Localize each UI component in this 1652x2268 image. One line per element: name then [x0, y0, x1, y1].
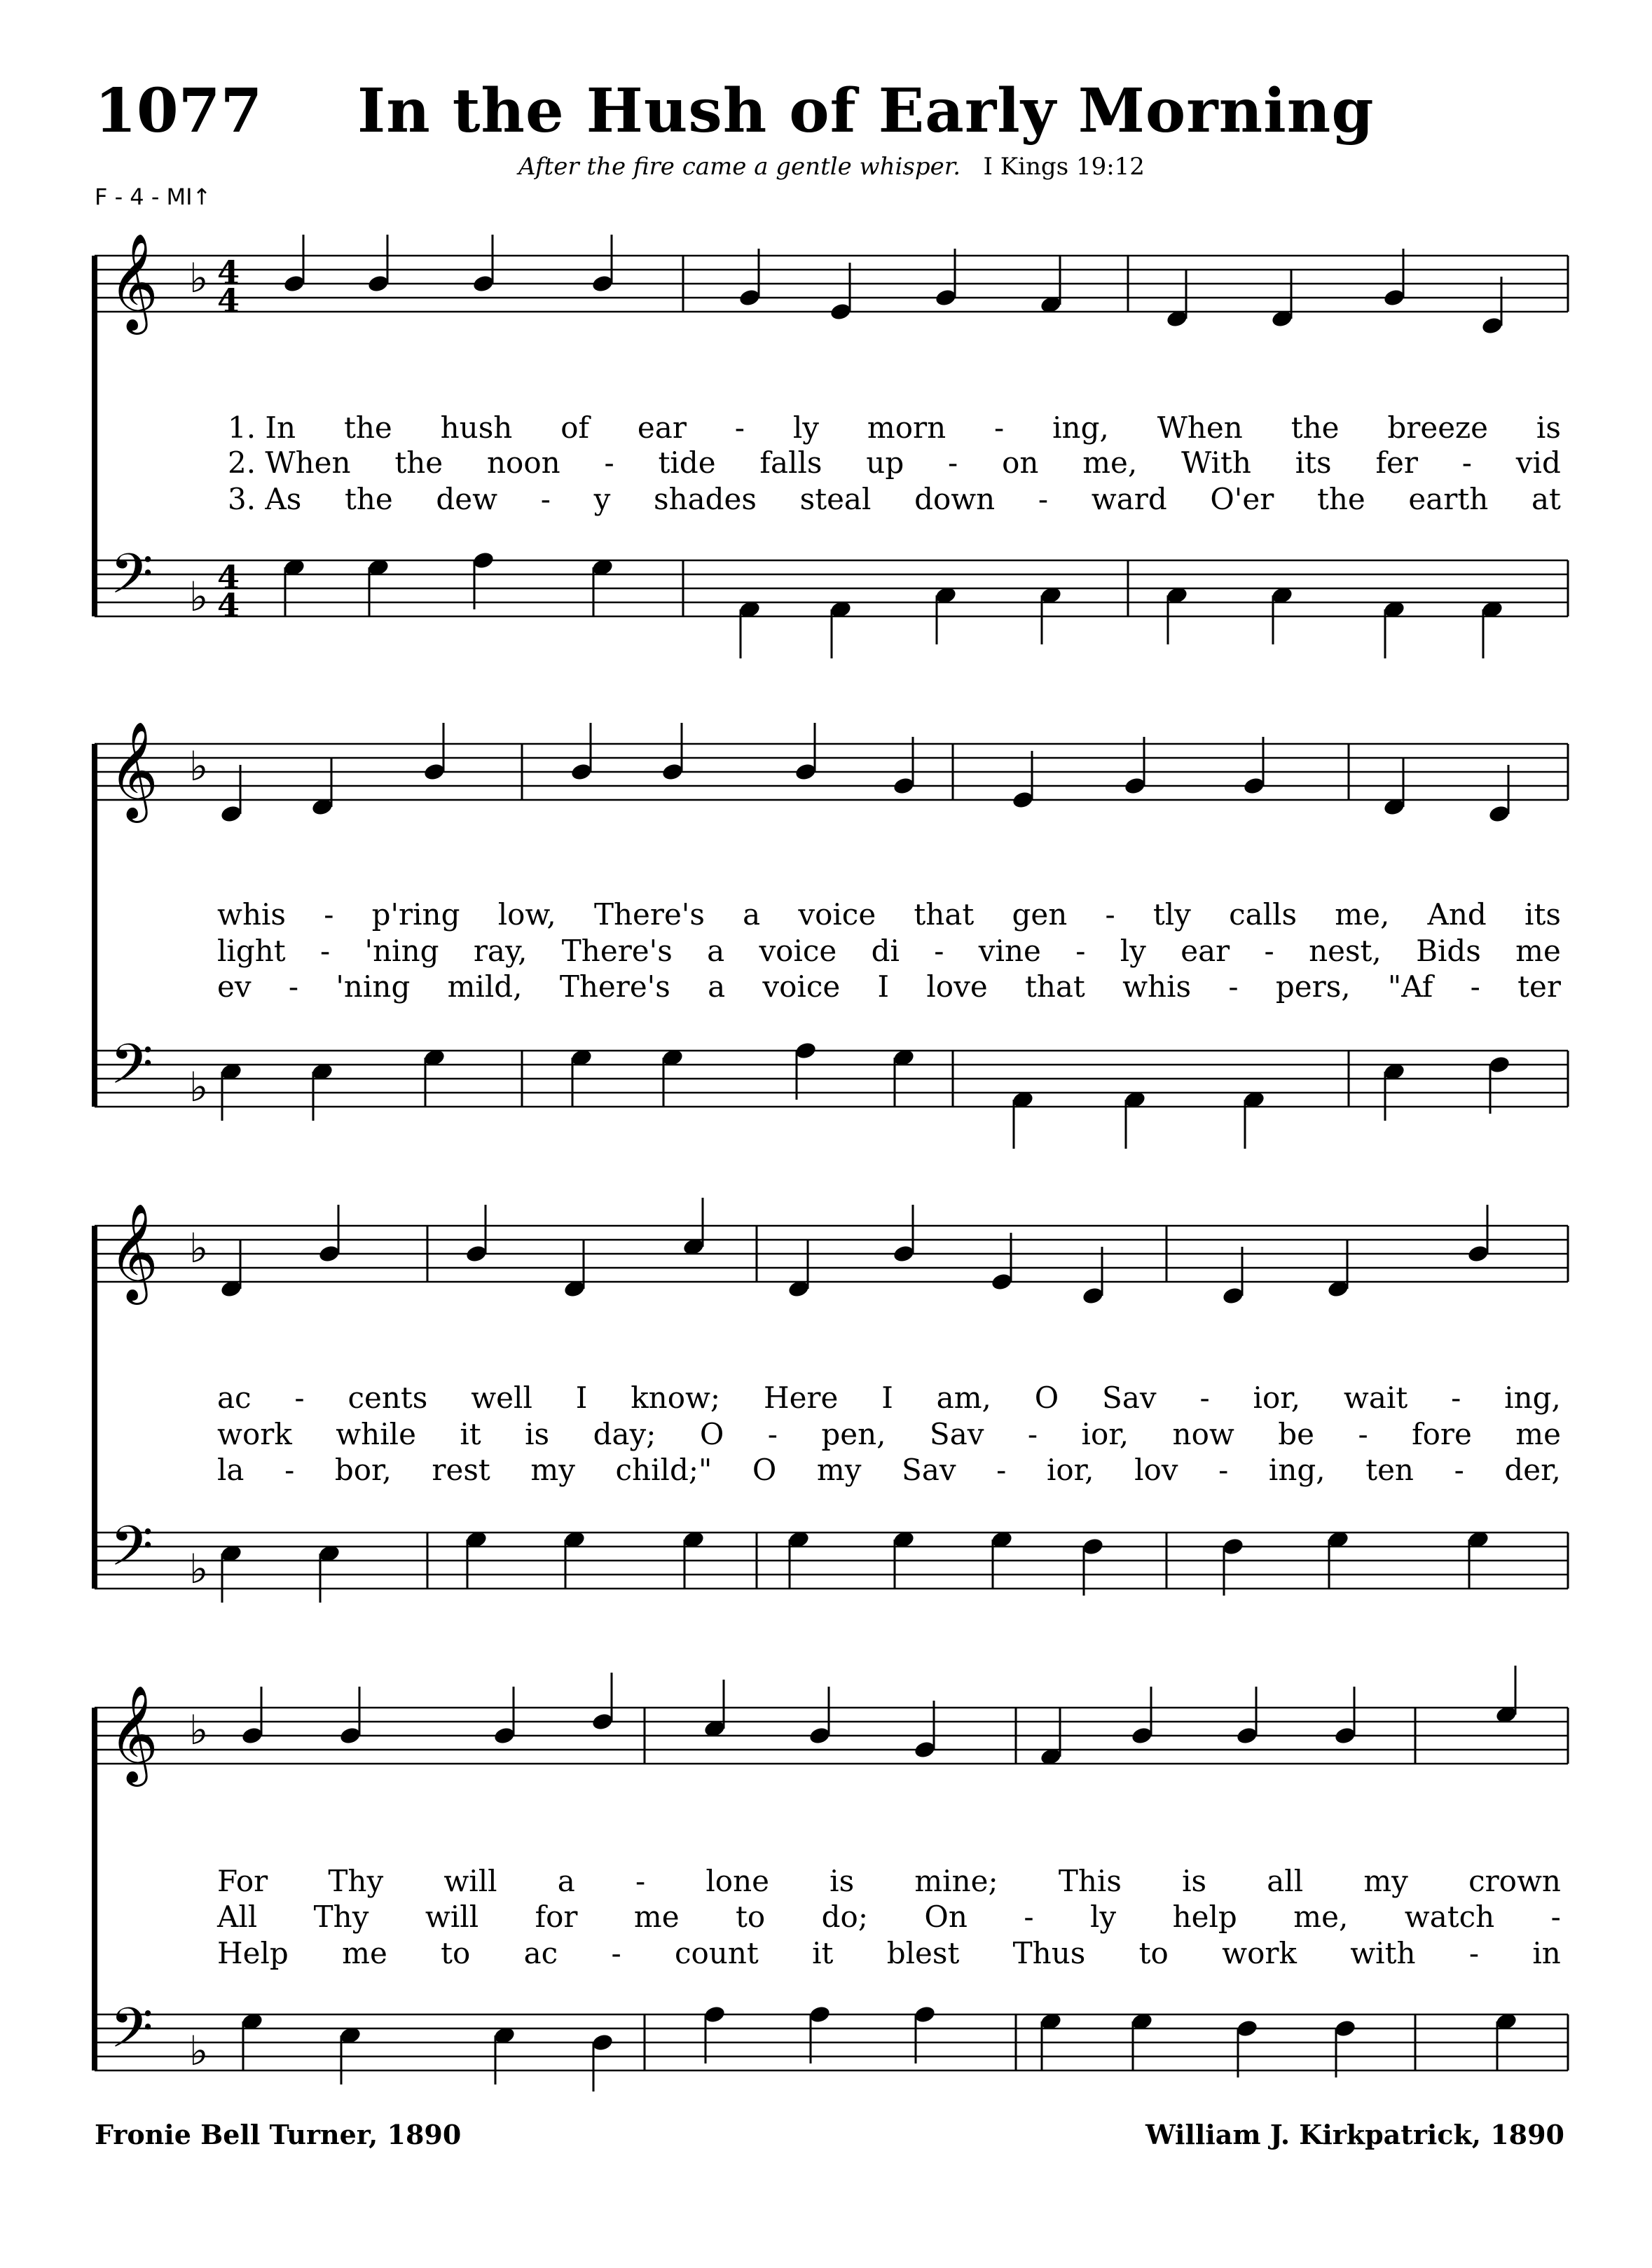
lyric-syllable: - — [1038, 482, 1049, 516]
lyric-syllable: - — [1470, 969, 1480, 1004]
lyric-syllable: me — [342, 1936, 387, 1970]
system-bracket — [92, 256, 97, 616]
lyric-syllable: my — [1363, 1864, 1408, 1898]
hymn-number: 1077 — [95, 76, 263, 146]
lyric-syllable: ear — [637, 410, 687, 445]
lyric-syllable: ly — [1120, 934, 1146, 968]
lyric-syllable: voice — [798, 897, 876, 932]
treble-clef-icon: 𝄞 — [109, 1685, 158, 1783]
lyric-line — [217, 897, 1561, 932]
lyric-syllable: tide — [658, 445, 716, 480]
lyric-syllable: ten — [1365, 1453, 1414, 1487]
lyric-syllable: - — [320, 934, 331, 968]
lyric-syllable: mine; — [914, 1864, 998, 1898]
lyric-syllable: with — [1350, 1936, 1416, 1970]
lyric-syllable: love — [926, 969, 988, 1004]
lyric-syllable: dew — [436, 482, 498, 516]
lyric-syllable: is — [1182, 1864, 1207, 1898]
lyric-line — [217, 1455, 1561, 1485]
lyric-syllable: - — [1550, 1900, 1561, 1934]
lyric-line — [228, 482, 1561, 516]
time-signature-bottom: 4 — [217, 586, 240, 624]
lyric-syllable: rest — [432, 1453, 490, 1487]
lyric-syllable: - — [1451, 1381, 1461, 1415]
flat-key-signature-icon: ♭ — [189, 742, 209, 790]
lyric-syllable: tly — [1152, 897, 1191, 932]
lyric-syllable: a — [557, 1864, 575, 1898]
treble-clef-icon: 𝄞 — [109, 1203, 158, 1301]
lyric-syllable: me — [633, 1900, 680, 1934]
lyric-syllable: Bids — [1416, 934, 1481, 968]
lyric-syllable: while — [336, 1417, 416, 1451]
lyric-syllable: I — [877, 969, 890, 1004]
lyric-syllable: lov — [1134, 1453, 1178, 1487]
lyric-syllable: ior, — [1253, 1381, 1301, 1415]
time-signature-bottom: 4 — [217, 282, 240, 319]
lyric-syllable: la — [217, 1453, 245, 1487]
key-info: F - 4 - MI↑ — [95, 184, 212, 210]
lyric-syllable: pers, — [1275, 969, 1351, 1004]
lyric-syllable: me — [1515, 1417, 1561, 1451]
lyric-syllable: me, — [1335, 897, 1390, 932]
lyric-syllable: in — [1532, 1936, 1561, 1970]
lyric-syllable: blest — [886, 1936, 960, 1970]
bass-clef-icon: 𝄢 — [110, 1996, 153, 2074]
lyric-syllable: There's — [593, 897, 705, 932]
lyric-syllable: ior, — [1046, 1453, 1094, 1487]
lyric-syllable: vid — [1515, 445, 1561, 480]
lyric-syllable: 1. In — [228, 410, 296, 445]
lyric-syllable: falls — [759, 445, 822, 480]
lyric-syllable: O — [1034, 1381, 1059, 1415]
lyric-syllable: will — [443, 1864, 497, 1898]
lyric-syllable: - — [996, 1453, 1007, 1487]
lyric-syllable: be — [1278, 1417, 1315, 1451]
lyric-syllable: - — [994, 410, 1005, 445]
lyric-syllable: - — [1468, 1936, 1480, 1970]
lyric-syllable: - — [324, 897, 334, 932]
lyric-syllable: wait — [1343, 1381, 1408, 1415]
time-signature-top: 4 — [217, 254, 240, 291]
epigraph-text: After the fire came a gentle whisper. — [518, 153, 961, 181]
lyric-syllable: calls — [1229, 897, 1297, 932]
lyric-syllable: - — [1218, 1453, 1229, 1487]
lyric-syllable: - — [1228, 969, 1239, 1004]
lyric-syllable: - — [1024, 1900, 1034, 1934]
lyric-syllable: And — [1427, 897, 1487, 932]
lyric-syllable: - — [294, 1381, 305, 1415]
lyric-syllable: - — [734, 410, 745, 445]
lyric-syllable: now — [1172, 1417, 1234, 1451]
lyric-syllable: vine — [978, 934, 1041, 968]
system-bracket — [92, 1226, 97, 1589]
lyric-syllable: the — [343, 410, 392, 445]
lyric-line — [228, 410, 1561, 445]
lyric-line — [217, 1864, 1561, 1898]
lyric-syllable: shades — [654, 482, 757, 516]
lyric-syllable: work — [217, 1417, 292, 1451]
lyric-syllable: Here — [763, 1381, 839, 1415]
lyric-syllable: a — [743, 897, 761, 932]
lyric-syllable: - — [288, 969, 299, 1004]
lyric-syllable: mild, — [447, 969, 523, 1004]
lyric-line — [217, 1383, 1561, 1413]
lyric-syllable: ray, — [473, 934, 528, 968]
lyric-syllable: me, — [1082, 445, 1138, 480]
lyric-syllable: steal — [799, 482, 872, 516]
lyric-syllable: the — [1290, 410, 1340, 445]
system-bracket — [92, 1708, 97, 2070]
lyric-syllable: pen, — [821, 1417, 886, 1451]
lyric-syllable: y — [593, 482, 611, 516]
lyric-line — [217, 1902, 1561, 1932]
lyric-syllable: whis — [217, 897, 286, 932]
bass-clef-icon: 𝄢 — [110, 1032, 153, 1110]
lyric-syllable: - — [1461, 445, 1472, 480]
system-bracket — [92, 744, 97, 1107]
lyric-line — [217, 969, 1561, 1004]
flat-key-signature-icon: ♭ — [189, 1063, 209, 1111]
lyric-syllable: up — [866, 445, 904, 480]
lyric-line — [217, 936, 1561, 966]
epigraph-reference: I Kings 19:12 — [983, 153, 1145, 181]
lyric-syllable: fer — [1375, 445, 1418, 480]
flat-key-signature-icon: ♭ — [189, 1545, 209, 1593]
lyric-syllable: the — [394, 445, 443, 480]
lyric-syllable: a — [707, 934, 725, 968]
lyric-syllable: nest, — [1309, 934, 1382, 968]
lyric-syllable: Thy — [313, 1900, 369, 1934]
lyric-syllable: breeze — [1387, 410, 1489, 445]
lyric-syllable: ward — [1091, 482, 1167, 516]
lyric-syllable: well — [471, 1381, 532, 1415]
flat-key-signature-icon: ♭ — [189, 2027, 209, 2075]
lyric-syllable: I — [575, 1381, 588, 1415]
lyric-syllable: der, — [1504, 1453, 1561, 1487]
lyric-syllable: ac — [217, 1381, 252, 1415]
lyric-line — [217, 1936, 1561, 1970]
lyric-syllable: 2. When — [228, 445, 351, 480]
lyric-syllable: ing, — [1504, 1381, 1561, 1415]
lyric-syllable: is — [525, 1417, 550, 1451]
lyric-syllable: ior, — [1081, 1417, 1129, 1451]
lyric-syllable: at — [1531, 482, 1561, 516]
flat-key-signature-icon: ♭ — [189, 573, 209, 621]
lyric-syllable: Sav — [902, 1453, 956, 1487]
lyric-syllable: hush — [440, 410, 513, 445]
lyric-syllable: - — [1027, 1417, 1038, 1451]
lyric-syllable: 'ning — [364, 934, 439, 968]
lyric-syllable: For — [217, 1864, 268, 1898]
lyric-syllable: di — [871, 934, 900, 968]
lyric-syllable: - — [1264, 934, 1274, 968]
lyric-syllable: ear — [1181, 934, 1230, 968]
bass-clef-icon: 𝄢 — [110, 541, 153, 620]
lyric-syllable: This — [1058, 1864, 1122, 1898]
lyric-syllable: to — [441, 1936, 471, 1970]
lyric-syllable: With — [1181, 445, 1251, 480]
lyric-syllable: child;" — [615, 1453, 713, 1487]
lyric-syllable: - — [611, 1936, 621, 1970]
flat-key-signature-icon: ♭ — [189, 254, 209, 302]
lyric-syllable: noon — [487, 445, 560, 480]
lyric-syllable: ly — [792, 410, 820, 445]
lyric-syllable: help — [1172, 1900, 1237, 1934]
time-signature-top: 4 — [217, 558, 240, 596]
lyric-syllable: is — [1536, 410, 1561, 445]
lyric-syllable: is — [830, 1864, 855, 1898]
lyric-syllable: 'ning — [336, 969, 411, 1004]
bass-clef-icon: 𝄢 — [110, 1514, 153, 1592]
lyric-syllable: morn — [867, 410, 947, 445]
lyric-syllable: of — [560, 410, 590, 445]
lyric-syllable: - — [604, 445, 614, 480]
hymn-title: In the Hush of Early Morning — [357, 76, 1375, 146]
lyric-syllable: O'er — [1210, 482, 1274, 516]
flat-key-signature-icon: ♭ — [189, 1224, 209, 1272]
lyric-syllable: whis — [1122, 969, 1192, 1004]
lyric-syllable: Thus — [1012, 1936, 1086, 1970]
lyric-syllable: my — [530, 1453, 575, 1487]
lyric-syllable: day; — [593, 1417, 656, 1451]
lyric-syllable: Sav — [1102, 1381, 1157, 1415]
lyric-syllable: - — [540, 482, 551, 516]
lyric-syllable: to — [1138, 1936, 1169, 1970]
lyric-syllable: When — [1157, 410, 1243, 445]
lyric-syllable: lone — [705, 1864, 769, 1898]
lyric-syllable: There's — [559, 969, 670, 1004]
lyric-syllable: me, — [1293, 1900, 1349, 1934]
lyric-syllable: me — [1515, 934, 1561, 968]
lyric-syllable: will — [425, 1900, 479, 1934]
lyric-syllable: - — [934, 934, 944, 968]
music-credit: William J. Kirkpatrick, 1890 — [1145, 2119, 1564, 2150]
lyric-syllable: am, — [936, 1381, 991, 1415]
lyric-syllable: a — [708, 969, 726, 1004]
lyric-syllable: - — [635, 1864, 646, 1898]
lyric-syllable: its — [1295, 445, 1332, 480]
lyric-syllable: Sav — [929, 1417, 984, 1451]
lyric-syllable: it — [460, 1417, 481, 1451]
lyric-syllable: - — [948, 445, 958, 480]
lyric-syllable: Help — [217, 1936, 289, 1970]
lyric-syllable: Thy — [328, 1864, 384, 1898]
lyric-syllable: ev — [217, 969, 252, 1004]
lyric-syllable: ac — [523, 1936, 558, 1970]
lyric-syllable: earth — [1408, 482, 1489, 516]
lyric-syllable: low, — [497, 897, 556, 932]
words-credit: Fronie Bell Turner, 1890 — [95, 2119, 462, 2150]
flat-key-signature-icon: ♭ — [189, 1706, 209, 1754]
lyric-syllable: crown — [1468, 1864, 1561, 1898]
lyric-syllable: p'ring — [371, 897, 460, 932]
lyric-line — [228, 445, 1561, 480]
lyric-syllable: that — [1024, 969, 1085, 1004]
treble-clef-icon: 𝄞 — [109, 233, 158, 331]
lyric-syllable: my — [816, 1453, 862, 1487]
lyric-syllable: ing, — [1052, 410, 1109, 445]
lyric-syllable: ly — [1089, 1900, 1117, 1934]
lyric-syllable: to — [736, 1900, 766, 1934]
lyric-syllable: All — [217, 1900, 258, 1934]
lyric-syllable: do; — [821, 1900, 868, 1934]
lyric-line — [217, 1417, 1561, 1451]
lyric-syllable: know; — [631, 1381, 721, 1415]
lyric-syllable: it — [812, 1936, 834, 1970]
lyric-syllable: - — [767, 1417, 778, 1451]
lyric-syllable: voice — [762, 969, 841, 1004]
lyric-syllable: count — [675, 1936, 759, 1970]
lyric-syllable: all — [1267, 1864, 1304, 1898]
lyric-syllable: ter — [1517, 969, 1561, 1004]
lyric-syllable: bor, — [334, 1453, 392, 1487]
lyric-syllable: cents — [347, 1381, 428, 1415]
lyric-syllable: light — [217, 934, 286, 968]
lyric-syllable: O — [752, 1453, 777, 1487]
lyric-syllable: on — [1002, 445, 1039, 480]
lyric-syllable: - — [1105, 897, 1115, 932]
lyric-syllable: - — [284, 1453, 295, 1487]
lyric-syllable: 3. As — [228, 482, 302, 516]
lyric-syllable: down — [914, 482, 996, 516]
lyric-syllable: On — [924, 1900, 968, 1934]
lyric-syllable: - — [1075, 934, 1086, 968]
lyric-syllable: There's — [561, 934, 673, 968]
lyric-syllable: I — [881, 1381, 893, 1415]
lyric-syllable: fore — [1412, 1417, 1472, 1451]
lyric-syllable: work — [1222, 1936, 1297, 1970]
lyric-syllable: the — [1316, 482, 1365, 516]
lyric-syllable: watch — [1404, 1900, 1495, 1934]
lyric-syllable: ing, — [1268, 1453, 1326, 1487]
lyric-syllable: "Af — [1387, 969, 1433, 1004]
lyric-syllable: O — [699, 1417, 724, 1451]
lyric-syllable: - — [1358, 1417, 1368, 1451]
lyric-syllable: gen — [1012, 897, 1068, 932]
lyric-syllable: its — [1524, 897, 1561, 932]
lyric-syllable: that — [914, 897, 975, 932]
lyric-syllable: for — [535, 1900, 578, 1934]
lyric-syllable: - — [1199, 1381, 1210, 1415]
lyric-syllable: voice — [759, 934, 837, 968]
lyric-syllable: - — [1454, 1453, 1464, 1487]
treble-clef-icon: 𝄞 — [109, 721, 158, 819]
lyric-syllable: the — [344, 482, 393, 516]
